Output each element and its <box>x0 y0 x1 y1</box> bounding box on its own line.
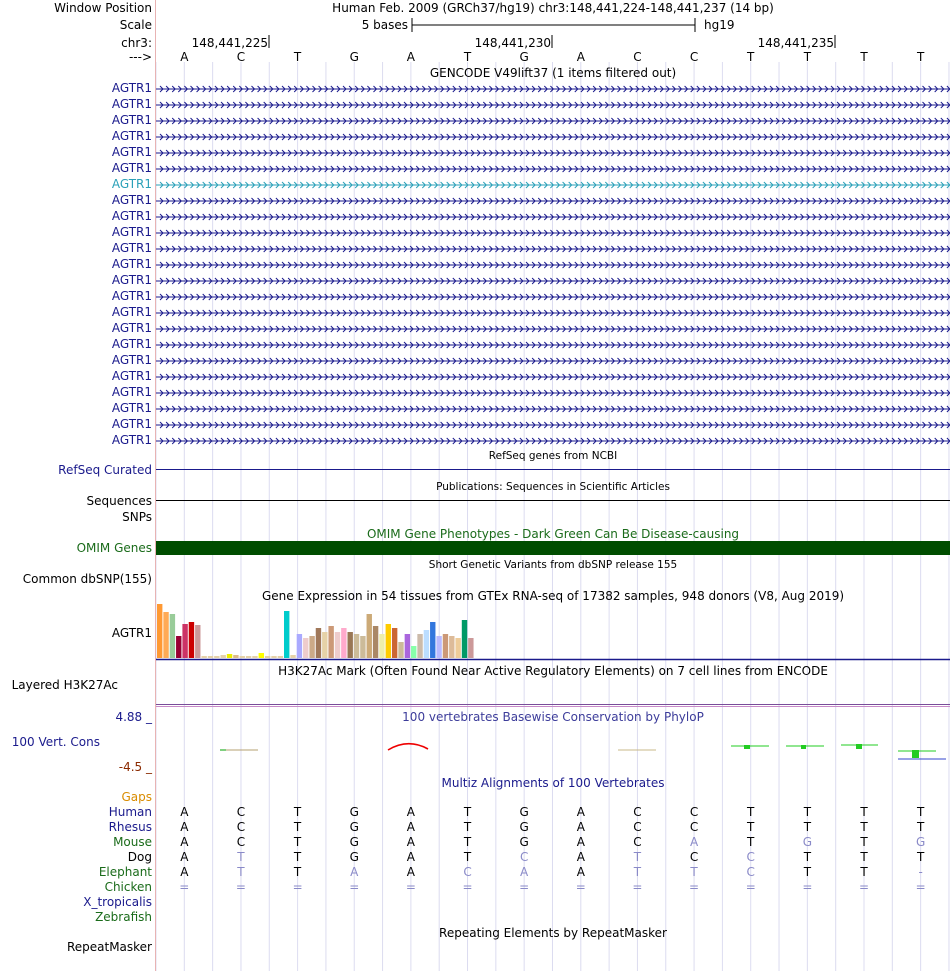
gencode-transcript-row[interactable] <box>156 376 950 378</box>
gtex-tissue-bar <box>303 638 308 658</box>
gencode-transcript-label[interactable]: AGTR1 <box>111 305 152 319</box>
gencode-transcript-row[interactable] <box>156 200 950 202</box>
intron-arrow-line <box>156 179 950 191</box>
alignment-base: A <box>350 865 359 879</box>
intron-arrow-line <box>156 323 950 335</box>
gtex-tissue-bar <box>170 614 175 658</box>
gtex-label[interactable]: AGTR1 <box>111 626 152 640</box>
gencode-transcript-label[interactable]: AGTR1 <box>111 257 152 271</box>
gencode-transcript-row[interactable] <box>156 232 950 234</box>
gtex-tissue-bar <box>176 636 181 658</box>
alignment-base: = <box>802 880 813 894</box>
alignment-base: G <box>802 835 813 849</box>
alignment-base: A <box>576 850 585 864</box>
alignment-base: = <box>179 880 190 894</box>
sequence-base: T <box>293 50 302 64</box>
alignment-base: = <box>689 880 700 894</box>
species-label[interactable]: Elephant <box>98 865 152 879</box>
sequence-base: G <box>519 50 529 64</box>
intron-arrow-line <box>156 163 950 175</box>
gencode-transcript-row[interactable] <box>156 104 950 106</box>
gencode-transcript-row[interactable] <box>156 296 950 298</box>
gtex-tissue-bar <box>348 632 353 658</box>
alignment-base: A <box>406 805 415 819</box>
gtex-tissue-bar <box>392 628 397 658</box>
alignment-base: = <box>235 880 246 894</box>
alignment-base: T <box>860 805 868 819</box>
gencode-transcript-label[interactable]: AGTR1 <box>111 113 152 127</box>
intron-arrow-line <box>156 83 950 95</box>
alignment-base: T <box>747 820 755 834</box>
gtex-tissue-bar <box>424 630 429 658</box>
species-label[interactable]: Dog <box>127 850 152 864</box>
coord-label-3: 148,441,235 <box>757 36 834 50</box>
alignment-base: = <box>858 880 870 894</box>
gtex-tissue-bar <box>284 611 289 658</box>
sequence-base: A <box>180 50 189 64</box>
gtex-tissue-bar <box>316 628 321 658</box>
publications-title: Publications: Sequences in Scientific Articles <box>436 481 670 493</box>
gtex-tissue-bar <box>208 656 213 658</box>
alignment-base: T <box>463 820 472 834</box>
window-position-text: Human Feb. 2009 (GRCh37/hg19) chr3:148,441,224-148,441,237 (14 bp) <box>332 1 774 15</box>
gtex-tissue-bar <box>328 626 333 658</box>
gtex-tissue-bar <box>436 636 441 658</box>
phylop-score-mark <box>856 744 862 749</box>
alignment-base: G <box>519 835 529 849</box>
gtex-tissue-bar <box>341 628 346 658</box>
repeatmasker-label[interactable]: RepeatMasker <box>66 940 152 954</box>
intron-arrow-line <box>156 115 950 127</box>
gencode-transcript-row[interactable] <box>156 184 950 186</box>
gtex-title: Gene Expression in 54 tissues from GTEx RNA-seq of 17382 samples, 948 donors (V8, Aug 2019) <box>261 589 845 603</box>
gencode-transcript-label[interactable]: AGTR1 <box>111 97 152 111</box>
gencode-transcript-row[interactable] <box>156 264 950 266</box>
alignment-base: C <box>746 850 755 864</box>
gtex-tissue-bar <box>278 656 283 658</box>
gtex-tissue-bar <box>271 656 276 658</box>
alignment-base: G <box>915 835 926 849</box>
alignment-base: A <box>180 805 189 819</box>
species-label[interactable]: Rhesus <box>108 820 152 834</box>
phylop-score-mark <box>801 745 806 749</box>
gtex-tissue-bar <box>468 638 473 658</box>
gtex-tissue-bar <box>462 620 467 658</box>
alignment-base: T <box>860 850 868 864</box>
alignment-base: G <box>349 850 359 864</box>
gencode-transcript-row[interactable] <box>156 120 950 122</box>
phylop-score-mark <box>388 744 428 750</box>
multiz-title: Multiz Alignments of 100 Vertebrates <box>441 776 665 790</box>
refseq-title: RefSeq genes from NCBI <box>488 450 618 462</box>
phylop-title: 100 vertebrates Basewise Conservation by PhyloP <box>402 710 704 724</box>
alignment-base: G <box>349 835 359 849</box>
alignment-base: A <box>180 850 189 864</box>
alignment-base: T <box>463 850 472 864</box>
alignment-base: T <box>293 865 302 879</box>
intron-arrow-line <box>156 227 950 239</box>
alignment-base: T <box>293 850 302 864</box>
sequence-base: T <box>860 50 868 64</box>
strand-label: ---> <box>128 50 152 64</box>
alignment-base: T <box>237 850 245 864</box>
publications-label[interactable]: Sequences <box>86 494 152 508</box>
gtex-tissue-bar <box>290 655 295 658</box>
h3k27ac-label[interactable]: Layered H3K27Ac <box>11 678 118 692</box>
alignment-base: T <box>916 805 925 819</box>
alignment-base: G <box>349 820 359 834</box>
gencode-transcript-label[interactable]: AGTR1 <box>111 353 152 367</box>
gtex-tissue-bar <box>360 636 365 658</box>
alignment-base: C <box>633 835 642 849</box>
gencode-transcript-row[interactable] <box>156 216 950 218</box>
dbsnp-label[interactable]: Common dbSNP(155) <box>22 572 152 586</box>
species-label[interactable]: X_tropicalis <box>83 895 152 909</box>
intron-arrow-line <box>156 275 950 287</box>
gtex-tissue-bar <box>297 634 302 658</box>
alignment-base: A <box>576 820 585 834</box>
gtex-tissue-bar <box>259 653 264 658</box>
intron-arrow-line <box>156 371 950 383</box>
alignment-base: G <box>349 805 359 819</box>
intron-arrow-line <box>156 403 950 415</box>
gencode-transcript-label[interactable]: AGTR1 <box>111 241 152 255</box>
alignment-base: = <box>462 880 473 894</box>
gtex-tissue-bar <box>405 634 410 658</box>
phylop-label[interactable]: 100 Vert. Cons <box>11 735 100 749</box>
intron-arrow-line <box>156 147 950 159</box>
sequence-base: C <box>689 50 699 64</box>
alignment-base: C <box>689 850 699 864</box>
alignment-base: = <box>632 880 643 894</box>
gtex-tissue-bar <box>455 638 460 658</box>
alignment-base: T <box>293 820 302 834</box>
phylop-score-mark <box>912 750 919 758</box>
alignment-base: = <box>745 880 756 894</box>
gencode-transcript-row[interactable] <box>156 392 950 394</box>
alignment-base: C <box>463 865 472 879</box>
alignment-base: = <box>349 880 360 894</box>
gtex-tissue-bar <box>411 646 416 658</box>
alignment-base: T <box>916 850 925 864</box>
gtex-tissue-bar <box>335 632 340 658</box>
gtex-tissue-bar <box>214 656 219 658</box>
gencode-transcript-row[interactable] <box>156 88 950 90</box>
gtex-tissue-bar <box>246 656 251 658</box>
gencode-transcript-label[interactable]: AGTR1 <box>111 145 152 159</box>
gtex-tissue-bar <box>189 622 194 658</box>
alignment-base: T <box>803 805 812 819</box>
intron-arrow-line <box>156 131 950 143</box>
alignment-base: A <box>406 820 415 834</box>
alignment-base: T <box>463 835 472 849</box>
gtex-tissue-bar <box>443 634 448 658</box>
alignment-base: C <box>236 835 246 849</box>
gtex-tissue-bar <box>182 624 187 658</box>
alignment-base: A <box>576 865 585 879</box>
gtex-tissue-bar <box>322 632 327 658</box>
h3k27ac-track-line-2 <box>156 706 950 707</box>
gencode-transcript-label[interactable]: AGTR1 <box>111 225 152 239</box>
scale-bases: 5 bases <box>361 18 408 32</box>
gtex-tissue-bar <box>233 655 238 658</box>
gencode-transcript-row[interactable] <box>156 152 950 154</box>
gencode-transcript-label[interactable]: AGTR1 <box>111 81 152 95</box>
sequence-base: T <box>463 50 472 64</box>
repeatmasker-title: Repeating Elements by RepeatMasker <box>439 926 667 940</box>
alignment-base: T <box>860 865 868 879</box>
alignment-base: T <box>633 850 642 864</box>
gtex-tissue-bar <box>379 634 384 658</box>
intron-arrow-line <box>156 291 950 303</box>
alignment-base: T <box>747 835 755 849</box>
intron-arrow-line <box>156 435 950 447</box>
gencode-transcript-label[interactable]: AGTR1 <box>111 289 152 303</box>
gtex-tissue-bar <box>252 656 257 658</box>
alignment-base: T <box>293 805 302 819</box>
sequence-base: C <box>633 50 642 64</box>
sequence-base: T <box>747 50 755 64</box>
intron-arrow-line <box>156 339 950 351</box>
alignment-base: A <box>180 865 189 879</box>
window-position-label: Window Position <box>54 1 152 15</box>
gencode-transcript-label[interactable]: AGTR1 <box>111 417 152 431</box>
gencode-transcript-label[interactable]: AGTR1 <box>111 401 152 415</box>
gtex-tissue-bar <box>227 654 232 658</box>
alignment-base: C <box>633 805 642 819</box>
alignment-base: T <box>633 865 642 879</box>
alignment-base: T <box>860 820 868 834</box>
sequence-base: C <box>236 50 246 64</box>
alignment-base: T <box>803 865 812 879</box>
gencode-transcript-label[interactable]: AGTR1 <box>111 321 152 335</box>
intron-arrow-line <box>156 355 950 367</box>
alignment-base: = <box>915 880 926 894</box>
coord-label-2: 148,441,230 <box>474 36 551 50</box>
gencode-transcript-label[interactable]: AGTR1 <box>111 273 152 287</box>
intron-arrow-line <box>156 99 950 111</box>
gtex-tissue-bar <box>386 624 391 658</box>
alignment-base: C <box>633 820 642 834</box>
alignment-base: = <box>519 880 530 894</box>
gencode-transcript-row[interactable] <box>156 360 950 362</box>
alignment-base: C <box>746 865 755 879</box>
gencode-title: GENCODE V49lift37 (1 items filtered out) <box>429 66 677 80</box>
coord-ticks <box>156 34 950 50</box>
sequence-base: A <box>406 50 415 64</box>
chr-label: chr3: <box>121 36 152 50</box>
gtex-tissue-bar <box>221 655 226 658</box>
gaps-label[interactable]: Gaps <box>121 790 152 804</box>
gencode-transcript-label[interactable]: AGTR1 <box>111 337 152 351</box>
sequence-base: T <box>803 50 812 64</box>
gtex-tissue-bar <box>373 626 378 658</box>
scale-assembly: hg19 <box>704 18 735 32</box>
gtex-tissue-bar <box>449 636 454 658</box>
gencode-transcript-label[interactable]: AGTR1 <box>111 433 152 447</box>
intron-arrow-line <box>156 259 950 271</box>
alignment-base: A <box>406 835 415 849</box>
gencode-transcript-row[interactable] <box>156 424 950 426</box>
alignment-base: A <box>406 850 415 864</box>
publications-track[interactable] <box>156 500 950 501</box>
gtex-expression-track[interactable] <box>156 600 950 662</box>
refseq-track[interactable] <box>156 469 950 470</box>
gencode-transcript-label[interactable]: AGTR1 <box>111 177 152 191</box>
gtex-tissue-bar <box>195 625 200 658</box>
alignment-base: A <box>689 835 699 849</box>
species-label[interactable]: Mouse <box>113 835 152 849</box>
h3k27ac-title: H3K27Ac Mark (Often Found Near Active Regulatory Elements) on 7 cell lines from ENCODE <box>278 664 828 678</box>
intron-arrow-line <box>156 211 950 223</box>
species-label[interactable]: Zebrafish <box>95 910 152 924</box>
omim-track-bar[interactable] <box>156 541 950 555</box>
gencode-transcript-row[interactable] <box>156 248 950 250</box>
intron-arrow-line <box>156 419 950 431</box>
intron-arrow-line <box>156 195 950 207</box>
alignment-base: A <box>520 865 529 879</box>
gencode-transcript-label[interactable]: AGTR1 <box>111 129 152 143</box>
intron-arrow-line <box>156 387 950 399</box>
intron-arrow-line <box>156 307 950 319</box>
gencode-transcript-row[interactable] <box>156 280 950 282</box>
gencode-transcript-row[interactable] <box>156 408 950 410</box>
phylop-score-mark <box>744 745 750 749</box>
alignment-base: G <box>519 805 529 819</box>
alignment-base: G <box>519 820 529 834</box>
alignment-base: - <box>918 865 923 879</box>
gtex-tissue-bar <box>430 622 435 658</box>
alignment-base: A <box>180 820 189 834</box>
gtex-tissue-bar <box>398 642 403 658</box>
alignment-base: T <box>803 820 812 834</box>
alignment-base: A <box>576 805 585 819</box>
gencode-transcript-row[interactable] <box>156 328 950 330</box>
snps-label[interactable]: SNPs <box>122 510 152 524</box>
phylop-max-label: 4.88 _ <box>115 710 152 724</box>
gencode-transcript-row[interactable] <box>156 344 950 346</box>
alignment-base: A <box>406 865 415 879</box>
refseq-label[interactable]: RefSeq Curated <box>58 463 152 477</box>
alignment-base: C <box>236 820 246 834</box>
alignment-base: = <box>405 880 416 894</box>
gencode-transcript-label[interactable]: AGTR1 <box>111 385 152 399</box>
alignment-base: T <box>916 820 925 834</box>
scale-bar <box>408 16 700 34</box>
alignment-base: A <box>180 835 189 849</box>
alignment-base: T <box>803 850 812 864</box>
gencode-transcript-label[interactable]: AGTR1 <box>111 369 152 383</box>
gencode-transcript-row[interactable] <box>156 168 950 170</box>
alignment-base: T <box>747 805 755 819</box>
sequence-base: A <box>576 50 585 64</box>
alignment-base: A <box>576 835 585 849</box>
gencode-transcript-row[interactable] <box>156 312 950 314</box>
alignment-base: T <box>463 805 472 819</box>
gencode-transcript-label[interactable]: AGTR1 <box>111 209 152 223</box>
gtex-tissue-bar <box>354 634 359 658</box>
species-label[interactable]: Human <box>108 805 152 819</box>
sequence-base: T <box>916 50 925 64</box>
omim-title: OMIM Gene Phenotypes - Dark Green Can Be Disease-causing <box>366 527 740 541</box>
gtex-tissue-bar <box>240 656 245 658</box>
gtex-tissue-bar <box>157 604 162 658</box>
dbsnp-title: Short Genetic Variants from dbSNP release 155 <box>428 559 678 571</box>
gtex-tissue-bar <box>417 634 422 658</box>
alignment-base: C <box>519 850 529 864</box>
gencode-transcript-row[interactable] <box>156 440 950 442</box>
alignment-base: T <box>237 865 245 879</box>
alignment-base: T <box>690 865 698 879</box>
gtex-tissue-bar <box>367 614 372 658</box>
gencode-transcript-label[interactable]: AGTR1 <box>111 161 152 175</box>
scale-label: Scale <box>119 18 152 32</box>
species-label[interactable]: Chicken <box>104 880 152 894</box>
gtex-tissue-bar <box>309 636 314 658</box>
sequence-base: G <box>349 50 359 64</box>
phylop-track[interactable] <box>156 730 950 766</box>
alignment-base: C <box>689 820 699 834</box>
gtex-tissue-bar <box>163 612 168 658</box>
intron-arrow-line <box>156 243 950 255</box>
alignment-base: = <box>292 880 303 894</box>
alignment-base: C <box>689 805 699 819</box>
gtex-tissue-bar <box>265 656 270 658</box>
alignment-base: C <box>236 805 246 819</box>
gencode-transcript-row[interactable] <box>156 136 950 138</box>
omim-label[interactable]: OMIM Genes <box>76 541 152 555</box>
alignment-base: T <box>860 835 868 849</box>
h3k27ac-track-line[interactable] <box>156 704 950 705</box>
gencode-transcript-label[interactable]: AGTR1 <box>111 193 152 207</box>
alignment-base: = <box>575 880 586 894</box>
coord-label-1: 148,441,225 <box>191 36 268 50</box>
alignment-base: T <box>293 835 302 849</box>
gtex-tissue-bar <box>201 656 206 658</box>
phylop-min-label: -4.5 _ <box>118 760 152 774</box>
